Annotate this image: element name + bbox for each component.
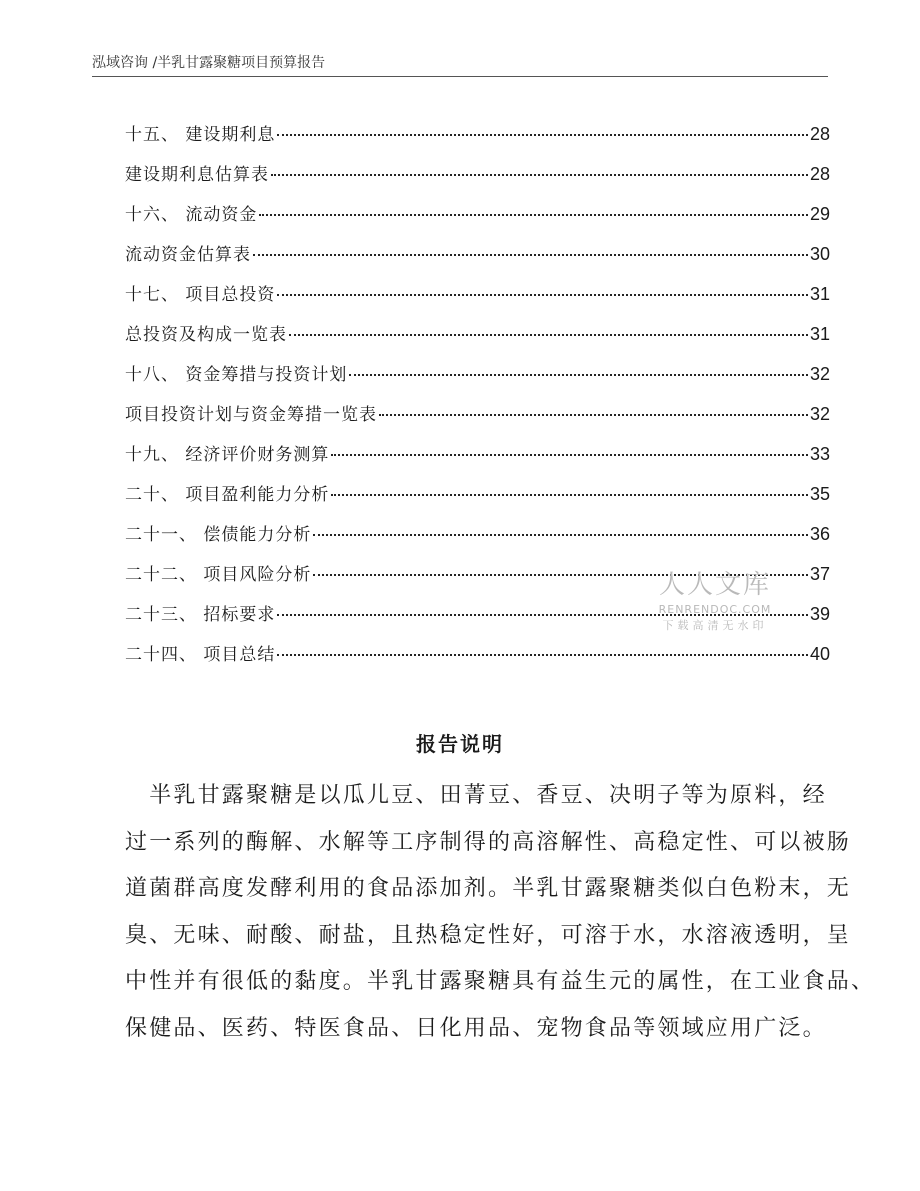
toc-entry-title: 二十、 项目盈利能力分析	[125, 485, 330, 505]
toc-entry[interactable]	[125, 520, 830, 560]
toc-entry-title: 建设期利息估算表	[125, 165, 269, 185]
toc-entry-title: 十五、 建设期利息	[125, 125, 276, 145]
toc-entry-title: 十六、 流动资金	[125, 205, 258, 225]
toc-entry-title: 二十二、 项目风险分析	[125, 565, 312, 585]
toc-entry[interactable]	[125, 360, 830, 400]
watermark	[650, 564, 780, 633]
toc-entry[interactable]	[125, 280, 830, 320]
toc-leader-dots	[253, 254, 808, 256]
paragraph-line: 臭、无味、耐酸、耐盐，且热稳定性好，可溶于水，水溶液透明，呈	[125, 922, 852, 948]
toc-entry-page: 31	[809, 324, 830, 344]
watermark-slogan: 下载高清无水印	[662, 619, 768, 632]
section-title: 报告说明	[416, 732, 504, 756]
toc-entry-page: 32	[809, 364, 830, 384]
paragraph-line: 半乳甘露聚糖是以瓜儿豆、田菁豆、香豆、决明子等为原料，经	[125, 783, 827, 808]
section-paragraph	[125, 773, 876, 1052]
toc-leader-dots	[289, 334, 808, 336]
watermark-site: RENRENDOC.COM	[658, 603, 772, 616]
toc-entry-page: 28	[809, 124, 830, 144]
toc-entry[interactable]	[125, 240, 830, 280]
toc-entry-title: 二十三、 招标要求	[125, 605, 276, 625]
toc-entry-title: 项目投资计划与资金筹措一览表	[125, 405, 377, 425]
toc-entry-title: 流动资金估算表	[125, 245, 251, 265]
header-divider	[92, 76, 828, 77]
toc-entry[interactable]	[125, 120, 830, 160]
toc-entry-page: 28	[809, 164, 830, 184]
toc-entry-page: 37	[809, 564, 830, 584]
toc-entry-page: 30	[809, 244, 830, 264]
toc-leader-dots	[259, 214, 808, 216]
toc-leader-dots	[331, 454, 808, 456]
toc-leader-dots	[271, 174, 808, 176]
toc-entry[interactable]	[125, 640, 830, 680]
toc-entry-title: 总投资及构成一览表	[125, 325, 287, 345]
toc-entry-page: 31	[809, 284, 830, 304]
toc-entry[interactable]	[125, 160, 830, 200]
toc-entry-page: 39	[809, 604, 830, 624]
paragraph-line: 中性并有很低的黏度。半乳甘露聚糖具有益生元的属性，在工业食品、	[125, 969, 876, 994]
toc-entry-page: 33	[809, 444, 830, 464]
toc-entry-title: 十八、 资金筹措与投资计划	[125, 365, 348, 385]
toc-leader-dots	[349, 374, 808, 376]
toc-entry[interactable]	[125, 200, 830, 240]
toc-entry-title: 二十四、 项目总结	[125, 645, 276, 665]
toc-entry-title: 十九、 经济评价财务测算	[125, 445, 330, 465]
page-header: 泓域咨询 /半乳甘露聚糖项目预算报告	[92, 55, 326, 71]
toc-entry-page: 29	[809, 204, 830, 224]
toc-entry-page: 40	[809, 644, 830, 664]
paragraph-line: 过一系列的酶解、水解等工序制得的高溶解性、高稳定性、可以被肠	[125, 829, 852, 855]
toc-entry[interactable]	[125, 320, 830, 360]
toc-leader-dots	[277, 654, 808, 656]
toc-entry-title: 二十一、 偿债能力分析	[125, 525, 312, 545]
toc-leader-dots	[331, 494, 808, 496]
toc-entry-page: 35	[809, 484, 830, 504]
toc-leader-dots	[313, 534, 808, 536]
toc-entry[interactable]	[125, 480, 830, 520]
watermark-logo: 人人文库	[658, 570, 771, 600]
paragraph-line: 道菌群高度发酵利用的食品添加剂。半乳甘露聚糖类似白色粉末，无	[125, 876, 852, 901]
toc-leader-dots	[277, 134, 808, 136]
toc-entry-title: 十七、 项目总投资	[125, 285, 276, 305]
toc-leader-dots	[277, 294, 808, 296]
paragraph-line: 保健品、医药、特医食品、日化用品、宠物食品等领域应用广泛。	[125, 1015, 827, 1041]
toc-entry-page: 32	[809, 404, 830, 424]
toc-entry-page: 36	[809, 524, 830, 544]
toc-entry[interactable]	[125, 440, 830, 480]
toc-entry[interactable]	[125, 400, 830, 440]
toc-leader-dots	[379, 414, 808, 416]
